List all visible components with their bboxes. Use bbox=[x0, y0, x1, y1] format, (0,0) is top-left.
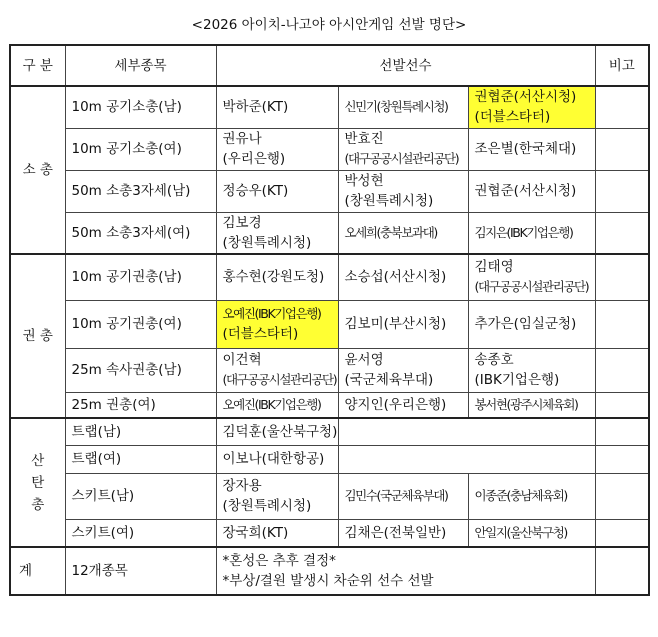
table-row bbox=[10, 392, 649, 418]
table-row bbox=[10, 170, 649, 212]
note-cell bbox=[595, 392, 649, 418]
group-rifle: 소 총 bbox=[10, 86, 65, 254]
note-mixed: *혼성은 추후 결정* bbox=[222, 553, 336, 569]
athlete-cell: 오예진(IBK기업은행) (더블스타터) bbox=[216, 300, 338, 348]
table-row bbox=[10, 473, 649, 519]
athlete-cell: 소승섭(서산시청) bbox=[338, 254, 468, 300]
table-row bbox=[10, 300, 649, 348]
note-cell bbox=[595, 418, 649, 445]
athlete-cell: 이보나(대한항공) bbox=[216, 445, 338, 473]
athlete-cell: 양지인(우리은행) bbox=[338, 392, 468, 418]
table-row bbox=[10, 212, 649, 254]
athlete-cell: 추가은(임실군청) bbox=[468, 300, 595, 348]
note-cell bbox=[595, 128, 649, 170]
athlete-cell: 송종호 (IBK기업은행) bbox=[468, 348, 595, 392]
athlete-cell: 반효진 (대구공공시설관리공단) bbox=[338, 128, 468, 170]
event-cell: 50m 소총3자세(여) bbox=[65, 212, 216, 254]
athlete-cell: 김태영 (대구공공시설관리공단) bbox=[468, 254, 595, 300]
table-row bbox=[10, 86, 649, 128]
athlete-cell: 이건혁 (대구공공시설관리공단) bbox=[216, 348, 338, 392]
athlete-cell: 김보미(부산시청) bbox=[338, 300, 468, 348]
group-total: 계 bbox=[10, 547, 65, 595]
athlete-cell: 권유나 (우리은행) bbox=[216, 128, 338, 170]
athlete-cell: 권협준(서산시청) (더블스타터) bbox=[468, 86, 595, 128]
table-row bbox=[10, 519, 649, 547]
event-cell: 10m 공기소총(남) bbox=[65, 86, 216, 128]
table-row bbox=[10, 254, 649, 300]
athlete-cell: 권협준(서산시청) bbox=[468, 170, 595, 212]
athlete-cell: 박성현 (창원특례시청) bbox=[338, 170, 468, 212]
athlete-cell: 장자용 (창원특례시청) bbox=[216, 473, 338, 519]
event-count: 12개종목 bbox=[65, 547, 216, 595]
event-cell: 트랩(여) bbox=[65, 445, 216, 473]
event-cell: 10m 공기권총(남) bbox=[65, 254, 216, 300]
athlete-cell: 신민기(창원특례시청) bbox=[338, 86, 468, 128]
notes-cell bbox=[216, 547, 595, 595]
total-row bbox=[10, 547, 649, 595]
note-cell bbox=[595, 519, 649, 547]
athlete-cell bbox=[468, 418, 595, 445]
header-event: 세부종목 bbox=[65, 45, 216, 86]
group-pistol: 권 총 bbox=[10, 254, 65, 418]
athlete-cell: 봉서현(광주시체육회) bbox=[468, 392, 595, 418]
header-category: 구 분 bbox=[10, 45, 65, 86]
note-cell bbox=[595, 170, 649, 212]
table-row bbox=[10, 128, 649, 170]
page-title: <2026 아이치-나고야 아시안게임 선발 명단> bbox=[191, 17, 467, 33]
athlete-cell bbox=[338, 418, 468, 445]
athlete-cell: 김보경 (창원특례시청) bbox=[216, 212, 338, 254]
athlete-cell: 윤서영 (국군체육부대) bbox=[338, 348, 468, 392]
note-cell bbox=[595, 86, 649, 128]
event-cell: 트랩(남) bbox=[65, 418, 216, 445]
note-cell bbox=[595, 254, 649, 300]
header-athletes: 선발선수 bbox=[216, 45, 595, 86]
athlete-cell bbox=[338, 445, 468, 473]
group-shotgun: 산 탄 총 bbox=[10, 418, 65, 547]
note-cell bbox=[595, 547, 649, 595]
athlete-cell: 김채은(전북일반) bbox=[338, 519, 468, 547]
header-note: 비고 bbox=[595, 45, 649, 86]
note-replacement: *부상/결원 발생시 차순위 선수 선발 bbox=[222, 573, 434, 589]
athlete-cell: 정승우(KT) bbox=[216, 170, 338, 212]
event-cell: 50m 소총3자세(남) bbox=[65, 170, 216, 212]
athlete-cell bbox=[468, 445, 595, 473]
athlete-cell: 장국희(KT) bbox=[216, 519, 338, 547]
athlete-cell: 박하준(KT) bbox=[216, 86, 338, 128]
athlete-cell: 홍수현(강원도청) bbox=[216, 254, 338, 300]
event-cell: 스키트(여) bbox=[65, 519, 216, 547]
note-cell bbox=[595, 300, 649, 348]
event-cell: 10m 공기소총(여) bbox=[65, 128, 216, 170]
athlete-cell: 김민수(국군체육부대) bbox=[338, 473, 468, 519]
athlete-cell: 안일지(울산북구청) bbox=[468, 519, 595, 547]
note-cell bbox=[595, 473, 649, 519]
event-cell: 25m 속사권총(남) bbox=[65, 348, 216, 392]
table-row bbox=[10, 445, 649, 473]
athlete-cell: 조은별(한국체대) bbox=[468, 128, 595, 170]
event-cell: 25m 권총(여) bbox=[65, 392, 216, 418]
event-cell: 스키트(남) bbox=[65, 473, 216, 519]
event-cell: 10m 공기권총(여) bbox=[65, 300, 216, 348]
table-row bbox=[10, 348, 649, 392]
athlete-cell: 오세희(충북보과대) bbox=[338, 212, 468, 254]
athlete-cell: 이종준(충남체육회) bbox=[468, 473, 595, 519]
athlete-cell: 김덕훈(울산북구청) bbox=[216, 418, 338, 445]
note-cell bbox=[595, 212, 649, 254]
note-cell bbox=[595, 445, 649, 473]
table-row bbox=[10, 418, 649, 445]
note-cell bbox=[595, 348, 649, 392]
roster-table bbox=[9, 44, 650, 596]
athlete-cell: 김지은(IBK기업은행) bbox=[468, 212, 595, 254]
athlete-cell: 오예진(IBK기업은행) bbox=[216, 392, 338, 418]
header-row bbox=[10, 45, 649, 86]
